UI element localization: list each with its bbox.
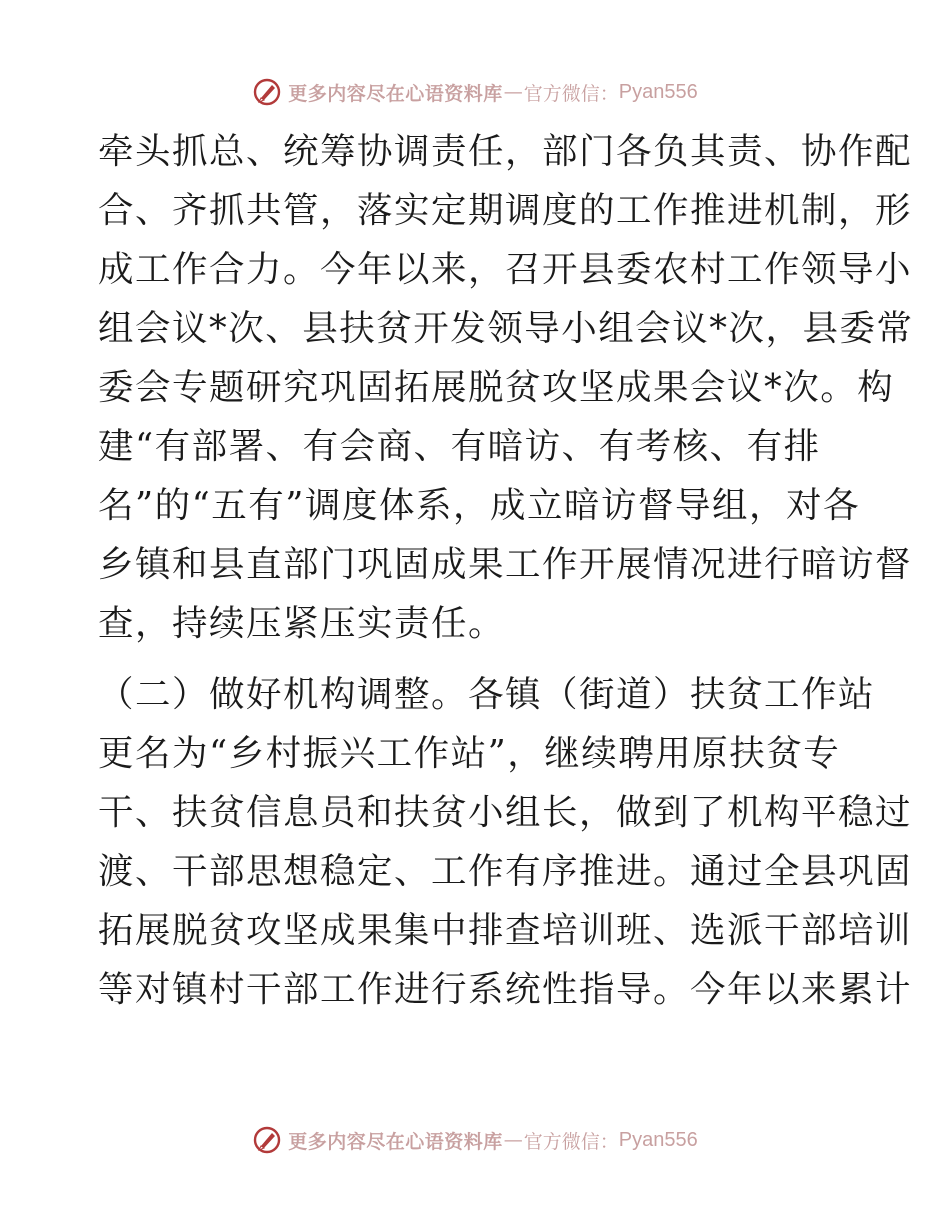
- header-wechat-label: 官方微信：: [523, 82, 619, 105]
- paragraph-1-line: 成工作合力。今年以来，召开县委农村工作领导小: [98, 249, 913, 290]
- paragraph-2-line: 等对镇村干部工作进行系统性指导。今年以来累计: [98, 969, 913, 1010]
- pen-logo-icon: [252, 77, 282, 107]
- paragraph-1-line: 牵头抓总、统筹协调责任，部门各负其责、协作配: [98, 131, 913, 172]
- footer-banner: [0, 1120, 950, 1160]
- pen-logo-icon: [252, 1125, 282, 1155]
- paragraph-2: [98, 665, 913, 1019]
- paragraph-spacer: [98, 653, 850, 665]
- footer-wechat-id: Pyan556: [618, 1128, 698, 1151]
- paragraph-1-line: 组会议*次、县扶贫开发领导小组会议*次，县委常: [98, 308, 914, 349]
- paragraph-2-line: 干、扶贫信息员和扶贫小组长，做到了机构平稳过: [98, 792, 913, 833]
- paragraph-1-line: 建“有部署、有会商、有暗访、有考核、有排: [98, 426, 821, 467]
- paragraph-2-line: 更名为“乡村振兴工作站”，继续聘用原扶贫专: [98, 733, 841, 774]
- paragraph-2-line: 渡、干部思想稳定、工作有序推进。通过全县巩固: [98, 851, 913, 892]
- paragraph-1-line: 合、齐抓共管，落实定期调度的工作推进机制，形: [98, 190, 913, 231]
- paragraph-2-line: （二）做好机构调整。各镇（街道）扶贫工作站: [98, 674, 876, 715]
- paragraph-2-line: 拓展脱贫攻坚成果集中排查培训班、选派干部培训: [98, 910, 913, 951]
- paragraph-1-line: 委会专题研究巩固拓展脱贫攻坚成果会议*次。构: [98, 367, 895, 408]
- paragraph-1-line: 乡镇和县直部门巩固成果工作开展情况进行暗访督: [98, 544, 913, 585]
- footer-separator: —: [503, 1129, 523, 1151]
- footer-brand-text: 更多内容尽在心语资料库: [288, 1130, 503, 1153]
- header-brand-text: 更多内容尽在心语资料库: [288, 82, 503, 105]
- paragraph-1-line: 查，持续压紧压实责任。: [98, 603, 506, 644]
- document-body: [98, 122, 914, 1019]
- header-separator: —: [503, 81, 523, 103]
- paragraph-1: [98, 122, 914, 653]
- header-wechat-id: Pyan556: [618, 80, 698, 103]
- paragraph-1-line: 名”的“五有”调度体系，成立暗访督导组，对各: [98, 485, 860, 526]
- header-banner: [0, 72, 950, 112]
- footer-wechat-label: 官方微信：: [523, 1130, 619, 1153]
